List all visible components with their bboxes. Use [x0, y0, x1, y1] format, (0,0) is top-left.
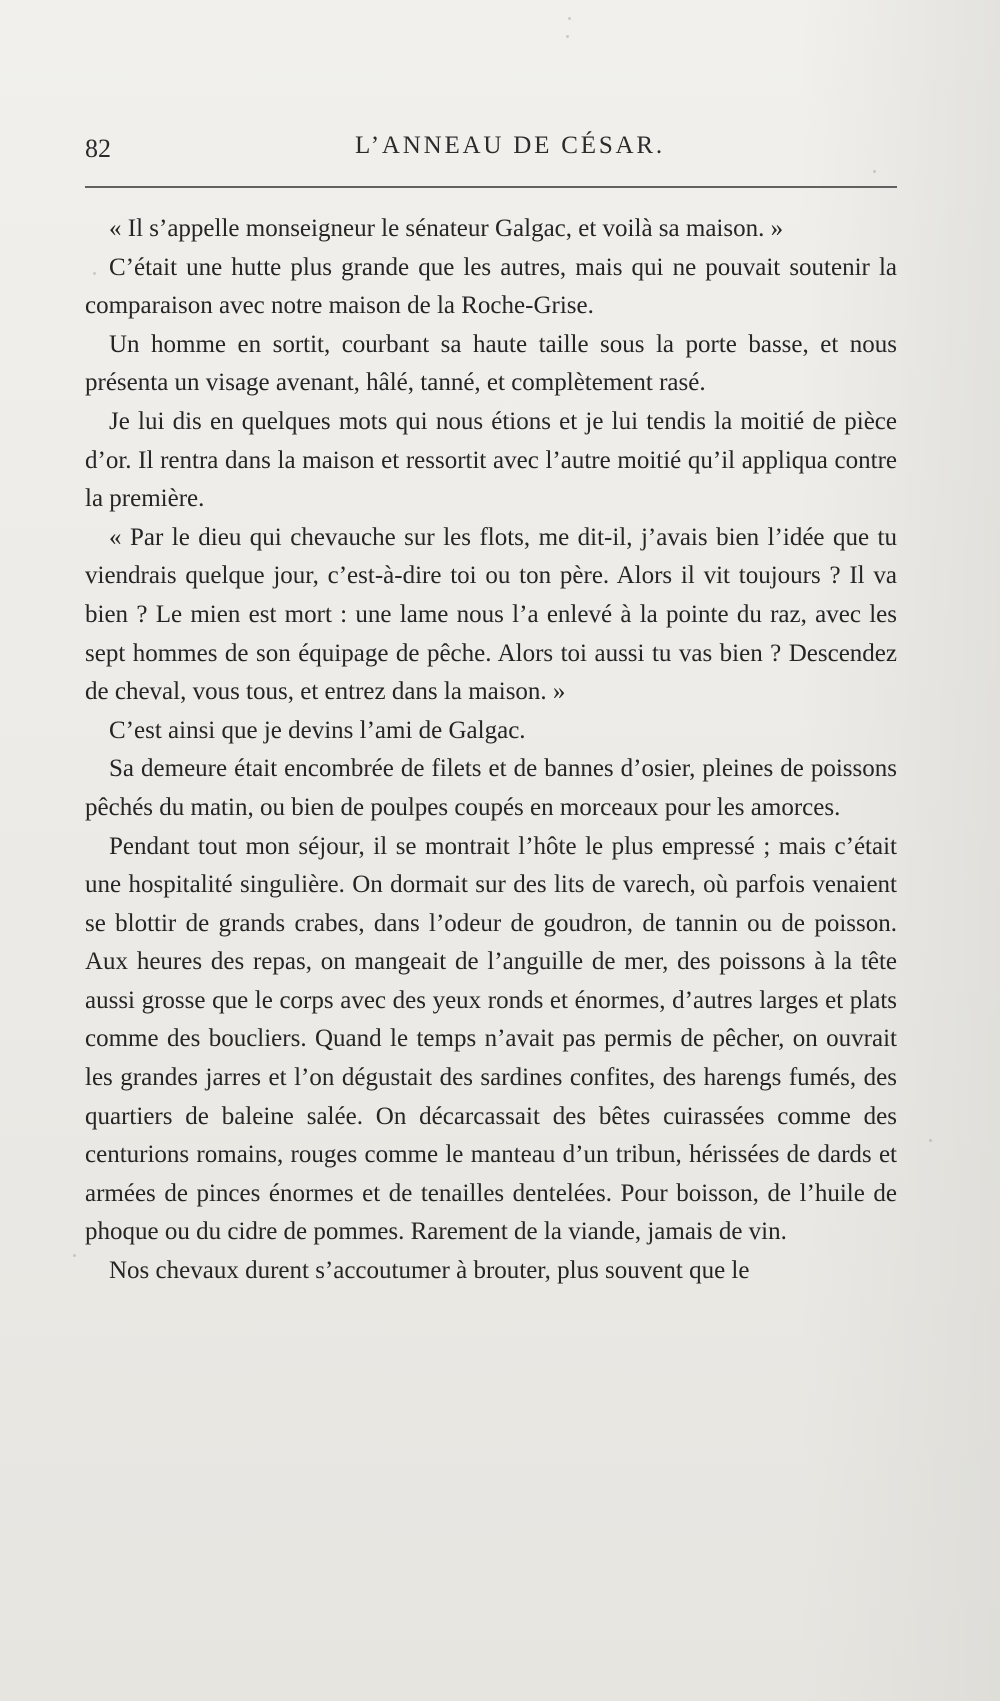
paper-speck — [93, 272, 96, 275]
page-header — [85, 132, 897, 168]
paragraph-6: C’est ainsi que je devins l’ami de Galgac. — [109, 716, 526, 744]
body-text — [85, 210, 897, 1291]
paragraph-4: Je lui dis en quelques mots qui nous étions et je lui tendis la moitié de pièce d’or. Il rentra dans la maison et ressortit avec l’autre moitié qu’il appliqua contre la première. — [85, 407, 897, 513]
page-number: 82 — [85, 134, 111, 163]
paragraph-9: Nos chevaux durent s’accoutumer à brouter, plus souvent que le — [109, 1257, 750, 1285]
paragraph-2: C’était une hutte plus grande que les autres, mais qui ne pouvait soutenir la comparaison avec notre maison de la Roche-Grise. — [85, 253, 897, 320]
running-title: L’ANNEAU DE CÉSAR. — [355, 132, 665, 159]
paper-speck — [73, 1254, 76, 1257]
paper-speck — [873, 170, 876, 173]
paper-speck — [568, 17, 571, 20]
header-rule — [85, 186, 897, 188]
paragraph-1: « Il s’appelle monseigneur le sénateur Galgac, et voilà sa maison. » — [109, 215, 784, 242]
paragraph-8: Pendant tout mon séjour, il se montrait l’hôte le plus empressé ; mais c’était une hospitalité singulière. On dormait sur des lits de varech, où parfois venaient se blottir de grands crabes, dans l’odeur de goudron, de tannin ou de poisson. Aux heures des repas, on mangeait de l’anguille de mer, des poissons à la tête aussi grosse que le corps avec des yeux ronds et énormes, d’autres larges et plats comme des boucliers. Quand le temps n’avait pas permis de pêcher, on ouvrait les grandes jarres et l’on dégustait des sardines confites, des harengs fumés, des quartiers de baleine salée. On décarcassait des bêtes cuirassées comme des centurions romains, rouges comme le manteau d’un tribun, hérissées de dards et armées de pinces énormes et de tenailles dentelées. Pour boisson, de l’huile de phoque ou du cidre de pommes. Rarement de la viande, jamais de vin. — [85, 832, 897, 1246]
paragraph-7: Sa demeure était encombrée de filets et de bannes d’osier, pleines de poissons pêchés du matin, ou bien de poulpes coupés en morceaux pour les amorces. — [85, 755, 897, 821]
paragraph-5: « Par le dieu qui chevauche sur les flots, me dit-il, j’avais bien l’idée que tu viendrais quelque jour, c’est-à-dire toi ou ton père. Alors il vit toujours ? Il va bien ? Le mien est mort : une lame nous l’a enlevé à la pointe du raz, avec les sept hommes de son équipage de pêche. Alors toi aussi tu vas bien ? Descendez de cheval, vous tous, et entrez dans la maison. » — [85, 523, 897, 706]
paragraph-3: Un homme en sortit, courbant sa haute taille sous la porte basse, et nous présenta un visage avenant, hâlé, tanné, et complètement rasé. — [85, 330, 897, 397]
paper-speck — [566, 35, 569, 38]
paper-speck — [929, 1139, 932, 1142]
